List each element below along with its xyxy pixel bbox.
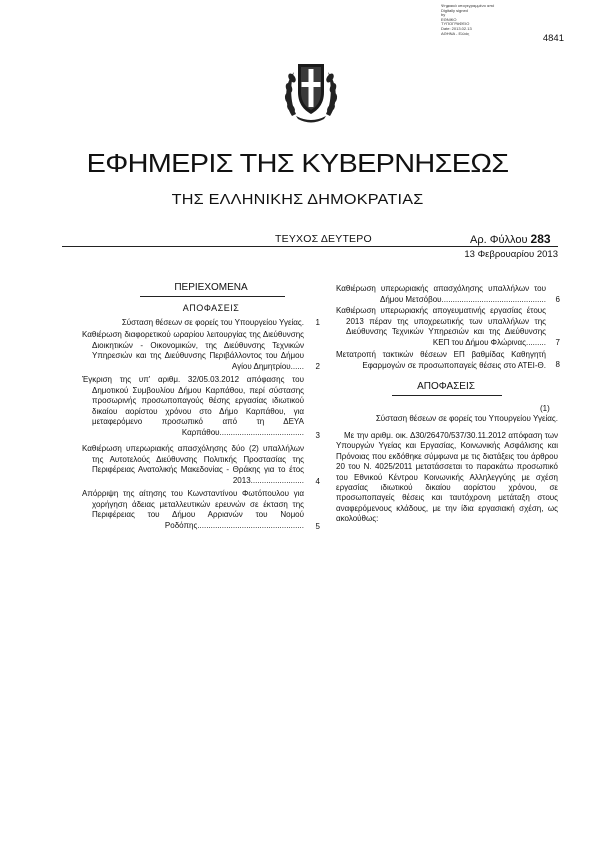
toc-item-text: Σύσταση θέσεων σε φορείς του Υπουργείου Υγείας. (121, 318, 304, 327)
stamp-line: ΑΘΗΝΑ - Ελλάς (441, 30, 470, 36)
toc-page-number: 3 (315, 431, 320, 440)
toc-item (336, 306, 546, 348)
toc-item (82, 489, 304, 531)
toc-item-text: Καθιέρωση διαφορετικού ωραρίου λειτουργίας της Διεύθυνσης Διοικητικών - Οικονομικών, της Διεύθυνσης Τεχνικών Υπηρεσιών και της Διεύθυνσης Περιβάλλοντος του Δήμου Αγίου Δημητρίου...... (82, 330, 304, 371)
toc-item-text: Καθιέρωση υπερωριακής απασχόλησης δύο (2) υπαλλήλων της Αυτοτελούς Διεύθυνσης Πολιτικής Προστασίας της Περιφέρειας Ανατολικής Μακεδονίας - Θράκης για το έτος 2013........................ (82, 444, 304, 485)
toc-item (82, 330, 304, 372)
toc-page-number: 6 (555, 295, 560, 304)
decision-body: Με την αριθμ. οικ. Δ30/26470/537/30.11.2012 απόφαση των Υπουργών Υγείας και Εργασίας, Κοινωνικής Ασφάλισης και Πρόνοιας που εκδόθηκε σύμφωνα με τις διατάξεις του άρθρου 20 του Ν. 4025/2011 μετατάσσεται το παρακάτω προσωπικό του Εθνικού Κέντρου Κοινωνικής Αλληλεγγύης με σχέση εργασίας ιδιωτικού δικαίου αορίστου χρόνου, σε προσωποπαγείς θέσεις και ταυτόχρονη μετάταξη στους αναφερόμενους κλάδους, με την ίδια εργασιακή σχέση, ως ακολούθως: (336, 431, 558, 524)
toc-page-number: 1 (315, 318, 320, 327)
toc-item (336, 350, 546, 371)
gazette-subtitle: ΤΗΣ ΕΛΛΗΝΙΚΗΣ ΔΗΜΟΚΡΑΤΙΑΣ (171, 191, 424, 208)
decisions-rule (392, 395, 502, 396)
stamp-line: ΕΘΝΙΚΟ (441, 16, 457, 22)
issue-series: ΤΕΥΧΟΣ ΔΕΥΤΕΡΟ (275, 233, 372, 245)
toc-page-number: 8 (555, 360, 560, 369)
toc-item (336, 284, 546, 305)
toc-item-text: Μετατροπή τακτικών θέσεων ΕΠ βαθμίδας Καθηγητή Εφαρμογών σε προσωποπαγείς θέσεις στο ΑΤΕΙ-Θ. (336, 350, 546, 370)
toc-page-number: 4 (315, 477, 320, 486)
decision-number: (1) (540, 404, 550, 413)
stamp-line: by (441, 12, 446, 18)
gazette-title: ΕΦΗΜΕΡΙΣ ΤΗΣ ΚΥΒΕΡΝΗΣΕΩΣ (86, 148, 509, 178)
toc-item (82, 318, 304, 329)
decisions-heading: ΑΠΟΦΑΣΕΙΣ (417, 381, 475, 392)
toc-item-text: Καθιέρωση υπερωριακής απασχόλησης υπαλλήλων του Δήμου Μετσόβου............................................... (336, 284, 546, 304)
digital-signature-stamp (441, 4, 511, 36)
issue-date: 13 Φεβρουαρίου 2013 (464, 249, 558, 260)
stamp-line: Ψηφιακά υπογεγραμμένο από (441, 3, 495, 8)
toc-page-number: 7 (555, 338, 560, 347)
header-rule (62, 246, 558, 247)
stamp-line: Date: 2013.02.13 (441, 25, 472, 31)
toc-page-number: 5 (315, 522, 320, 531)
decision-title: Σύσταση θέσεων σε φορείς του Υπουργείου Υγείας. (375, 414, 558, 423)
sheet-label: Αρ. Φύλλου (470, 234, 528, 246)
toc-item-text: Απόρριψη της αίτησης του Κωνσταντίνου Φωτόπουλου για χορήγηση άδειας μεταλλευτικών ερευνών σε έκταση της Περιφέρειας του Δήμου Αρριανών του Νομού Ροδόπης................................................ (82, 489, 304, 530)
sheet-number-value: 283 (530, 232, 551, 246)
stamp-line: ΤΥΠΟΓΡΑΦΕΙΟ (441, 21, 470, 27)
greek-coat-of-arms-icon (282, 58, 340, 124)
contents-rule (140, 296, 285, 297)
contents-heading: ΠΕΡΙΕΧΟΜΕΝΑ (174, 282, 248, 293)
toc-item-text: Έγκριση της υπ' αριθμ. 32/05.03.2012 απόφασης του Δημοτικού Συμβουλίου Δήμου Καρπάθου, περί σύστασης προσωρινής προσωποπαγούς θέσης εργασίας ιδιωτικού δικαίου αορίστου χρόνου στο Δήμο Καρπάθου, για μεταφερόμενο προσωπικό από τη ΔΕΥΑ Καρπάθου...................................... (82, 375, 304, 437)
toc-page-number: 2 (315, 362, 320, 371)
toc-item (82, 444, 304, 486)
stamp-line: Digitally signed (441, 7, 468, 13)
page-number: 4841 (542, 33, 564, 44)
toc-item-text: Καθιέρωση υπερωριακής απογευματινής εργασίας έτους 2013 πέραν της υποχρεωτικής των υπαλλήλων της Διεύθυνσης Τεχνικών Υπηρεσιών και της Διεύθυνσης ΚΕΠ του Δήμου Φλώρινας......... (336, 306, 546, 347)
contents-subheading: ΑΠΟΦΑΣΕΙΣ (182, 303, 240, 313)
sheet-number (470, 232, 551, 246)
toc-item (82, 375, 304, 438)
